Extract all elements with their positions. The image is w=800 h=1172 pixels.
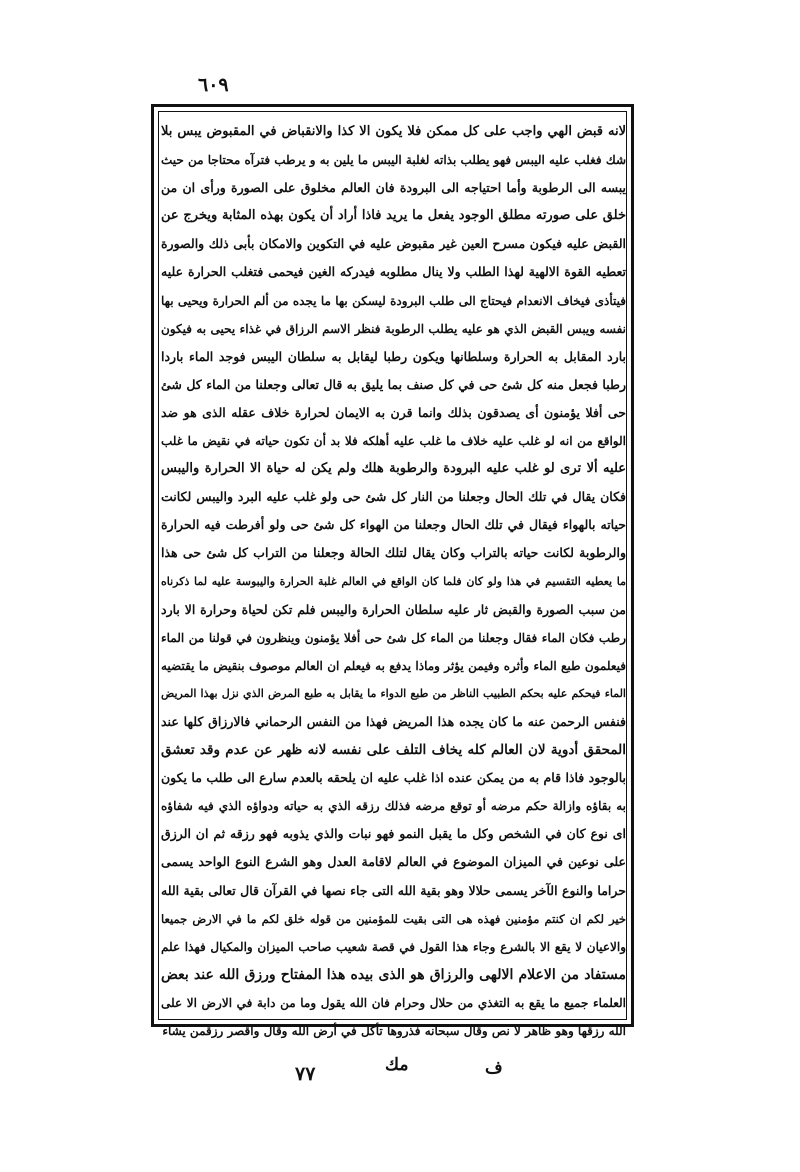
text-line: عليه ألا ترى لو غلب عليه البرودة والرطوبة هلك ولم يكن له حياة الا الحرارة واليبس <box>161 461 626 477</box>
text-line: اى نوع كان في الشخص وكل ما يقبل النمو فهو نبات والذي يذوبه فهو رزقه ثم ان الرزق <box>161 826 626 842</box>
page-number: ٦٠٩ <box>198 74 229 96</box>
text-line: فنفس الرحمن عنه ما كان يجده هذا المريض فهذا من النفس الرحماني فالارزاق كلها عند <box>161 713 626 729</box>
text-line: رطب فكان الماء فقال وجعلنا من الماء كل شئ حى أفلا يؤمنون وينظرون في قولنا من الماء <box>161 630 626 645</box>
body-text <box>161 118 626 1038</box>
text-line: خلق على صورته مطلق الوجود يفعل ما يريد فاذا أراد أن يكون بهذه المثابة ويخرج عن <box>161 208 626 224</box>
text-line: رطبا فجعل منه كل شئ حى في كل صنف بما يليق به قال تعالى وجعلنا من الماء كل شئ <box>161 376 626 392</box>
text-line: المحقق أدوية لان العالم كله يخاف التلف على نفسه لانه ظهر عن عدم وقد تعشق <box>161 742 626 759</box>
text-line: القبض عليه فيكون مسرح العين غير مقبوض عليه في التكوين والامكان بأبى ذلك والصورة <box>161 236 626 252</box>
text-line: على نوعين في الميزان الموضوع في العالم لاقامة العدل وهو الشرع النوع الواحد يسمى <box>161 854 626 870</box>
text-line: بارد المقابل به الحرارة وسلطانها ويكون رطبا ليقابل به سلطان اليبس فوجد الماء باردا <box>161 348 626 364</box>
text-line: فيعلمون طبع الماء وأثره وفيمن يؤثر وماذا يدفع به فيعلم ان العالم موصوف بنقيض ما يقتضيه <box>161 658 626 673</box>
text-line: يبسه الى الرطوبة وأما احتياجه الى البرودة فان العالم مخلوق على الصورة ورأى ان من <box>161 180 626 196</box>
text-line: تعطيه القوة الالهية لهذا الطلب ولا ينال مطلوبه فيدركه الغين فيحمى فتغلب الحرارة عليه <box>161 264 626 280</box>
text-line: خير لكم ان كنتم مؤمنين فهذه هى التى بقيت للمؤمنين من قوله خلق لكم ما في الارض جميعا <box>161 911 626 926</box>
text-line: ما يعطيه التقسيم في هذا ولو كان فلما كان الواقع في العالم غلبة الحرارة واليبوسة عليه لما ذكرناه <box>161 574 626 588</box>
text-line: والاعيان لا يقع الا بالشرع وجاء هذا القول في قصة شعيب صاحب الميزان والمكيال فهذا علم <box>161 939 626 954</box>
text-line: حراما والنوع الآخر يسمى حلالا وهو بقية الله التى جاء نصها في القرآن قال تعالى بقية الله <box>161 882 626 898</box>
text-line: العلماء جميع ما يقع به التغذي من حلال وحرام فان الله يقول وما من دابة في الارض الا على <box>161 995 626 1010</box>
text-line: فكان يقال في تلك الحال وجعلنا من النار كل شئ حى ولو غلب عليه البرد واليبس لكانت <box>161 489 626 505</box>
text-line: حياته بالهواء فيقال في تلك الحال وجعلنا من الهواء كل شئ حى ولو أفرطت فيه الحرارة <box>161 517 626 533</box>
text-line: الله رزقها وهو ظاهر لا نص وقال سبحانه فذروها تأكل في أرض الله وقال واقصر رزقمن يشاء <box>162 1024 626 1038</box>
signature-marks <box>290 1055 530 1085</box>
text-line: والرطوبة لكانت حياته بالتراب وكان يقال لتلك الحالة وجعلنا من التراب كل شئ حى هذا <box>161 545 626 561</box>
text-line: شك فغلب عليه اليبس فهو يطلب بذاته لغلبة اليبس ما يلين به و يرطب فترآه محتاجا من حيث <box>161 153 626 168</box>
text-line: مستفاد من الاعلام الالهى والرزاق هو الذى بيده هذا المفتاح ورزق الله عند بعض <box>161 966 626 983</box>
text-line: فيتأذى فيخاف الانعدام فيحتاج الى طلب البرودة ليسكن بها ما يجده من ألم الحرارة ويحيى بها <box>161 293 626 308</box>
signature-mark: مك <box>385 1055 409 1075</box>
text-line: لانه قبض الهي واجب على كل ممكن فلا يكون الا كذا والانقباض في المقبوض يبس بلا <box>161 124 626 139</box>
signature-number: ٧٧ <box>295 1063 316 1085</box>
text-line: به بقاؤه وازالة حكم مرضه أو توقع مرضه فذلك رزقه الذي به حياته ودواؤه الذي فيه شفاؤه <box>161 799 626 814</box>
text-line: نفسه ويبس القبض الذي هو عليه يطلب الرطوبة فنظر الاسم الرزاق في غذاء يحيى به فيكون <box>161 321 626 336</box>
text-line: بالوجود فاذا قام به من يمكن عنده اذا غلب عليه ان يلحقه بالعدم سارع الى طلب ما يكون <box>161 770 626 786</box>
text-line: الماء فيحكم عليه بحكم الطبيب الناظر من طبع الدواء ما يقابل به طبع المرض الذي نزل بهذا المريض <box>161 686 626 700</box>
text-line: حى أفلا يؤمنون أى يصدقون بذلك وانما قرن به الايمان لحرارة خلاف عقله الذى هو ضد <box>161 404 626 420</box>
text-line: من سبب الصورة والقبض ثار عليه سلطان الحرارة واليبس فلم تكن لحياة وحرارة الا بارد <box>161 601 626 617</box>
signature-mark: ف <box>485 1058 503 1078</box>
text-line: الواقع من انه لو غلب عليه خلاف ما غلب عليه أهلكه فلا بد أن تكون حياته في نقيض ما غلب <box>161 434 626 449</box>
